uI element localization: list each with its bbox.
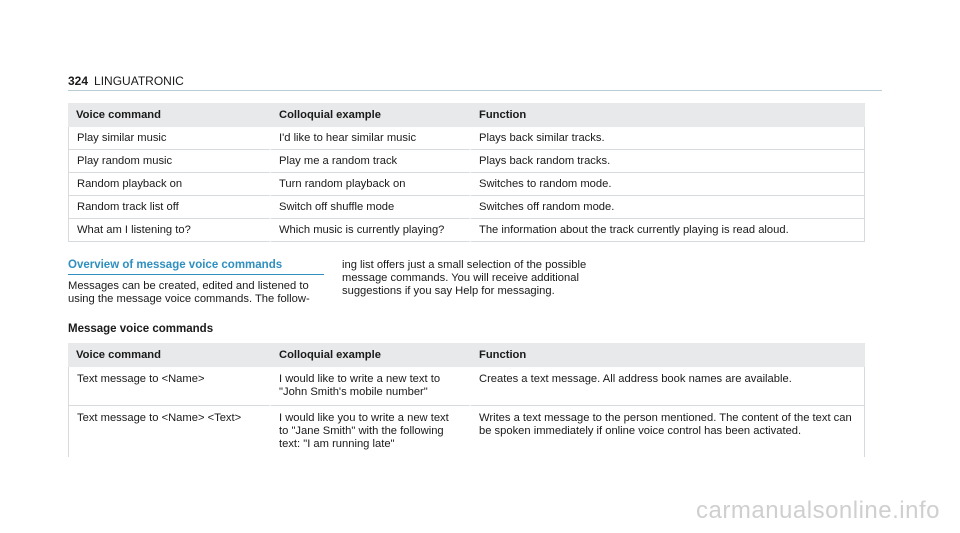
table-cell: Random playback on [68,173,271,196]
table-row [68,150,865,173]
table-heading: Message voice commands [68,323,214,335]
table-cell: Random track list off [68,196,271,219]
table-cell: Creates a text message. All address book names are available. [471,367,865,406]
column-header: Function [471,343,865,367]
section-title: LINGUATRONIC [94,74,184,88]
table-cell: Play similar music [68,127,271,150]
table-row [68,219,865,242]
table-cell: Switches to random mode. [471,173,865,196]
table-cell: Which music is currently playing? [271,219,471,242]
table-cell: Play me a random track [271,150,471,173]
table-header-row [68,103,865,127]
table-cell: Text message to <Name> [68,367,271,406]
table-header-row [68,343,865,367]
table-row [68,406,865,457]
table-cell: Switches off random mode. [471,196,865,219]
message-commands-table [68,343,865,457]
table-cell: Turn random playback on [271,173,471,196]
table-cell: The information about the track currently playing is read aloud. [471,219,865,242]
table-row [68,196,865,219]
table-cell: Plays back similar tracks. [471,127,865,150]
watermark: carmanualsonline.info [696,497,940,524]
column-header: Colloquial example [271,343,471,367]
table-cell: I'd like to hear similar music [271,127,471,150]
header-divider [68,90,882,91]
table-cell: Writes a text message to the person mentioned. The content of the text can be spoken immediately if online voice control has been activated. [471,406,865,457]
table-cell: What am I listening to? [68,219,271,242]
page-header [68,74,184,88]
music-commands-table [68,103,865,242]
table-cell: Plays back random tracks. [471,150,865,173]
table-row [68,173,865,196]
section-heading: Overview of message voice commands [68,259,324,275]
table-row [68,367,865,406]
page-number: 324 [68,74,89,88]
table-cell: I would like to write a new text to "John Smith's mobile number" [271,367,471,406]
table-cell: Play random music [68,150,271,173]
column-header: Function [471,103,865,127]
table-cell: Text message to <Name> <Text> [68,406,271,457]
table-row [68,127,865,150]
table-cell: Switch off shuffle mode [271,196,471,219]
column-header: Voice command [68,103,271,127]
table-cell: I would like you to write a new text to "Jane Smith" with the following text: "I am running late" [271,406,471,457]
column-header: Voice command [68,343,271,367]
column-header: Colloquial example [271,103,471,127]
intro-paragraph-right: ing list offers just a small selection of the possible message commands. You will receive additional suggestions if you say Help for messaging. [342,259,587,297]
intro-paragraph-left: Messages can be created, edited and listened to using the message voice commands. The follow- [68,280,310,305]
